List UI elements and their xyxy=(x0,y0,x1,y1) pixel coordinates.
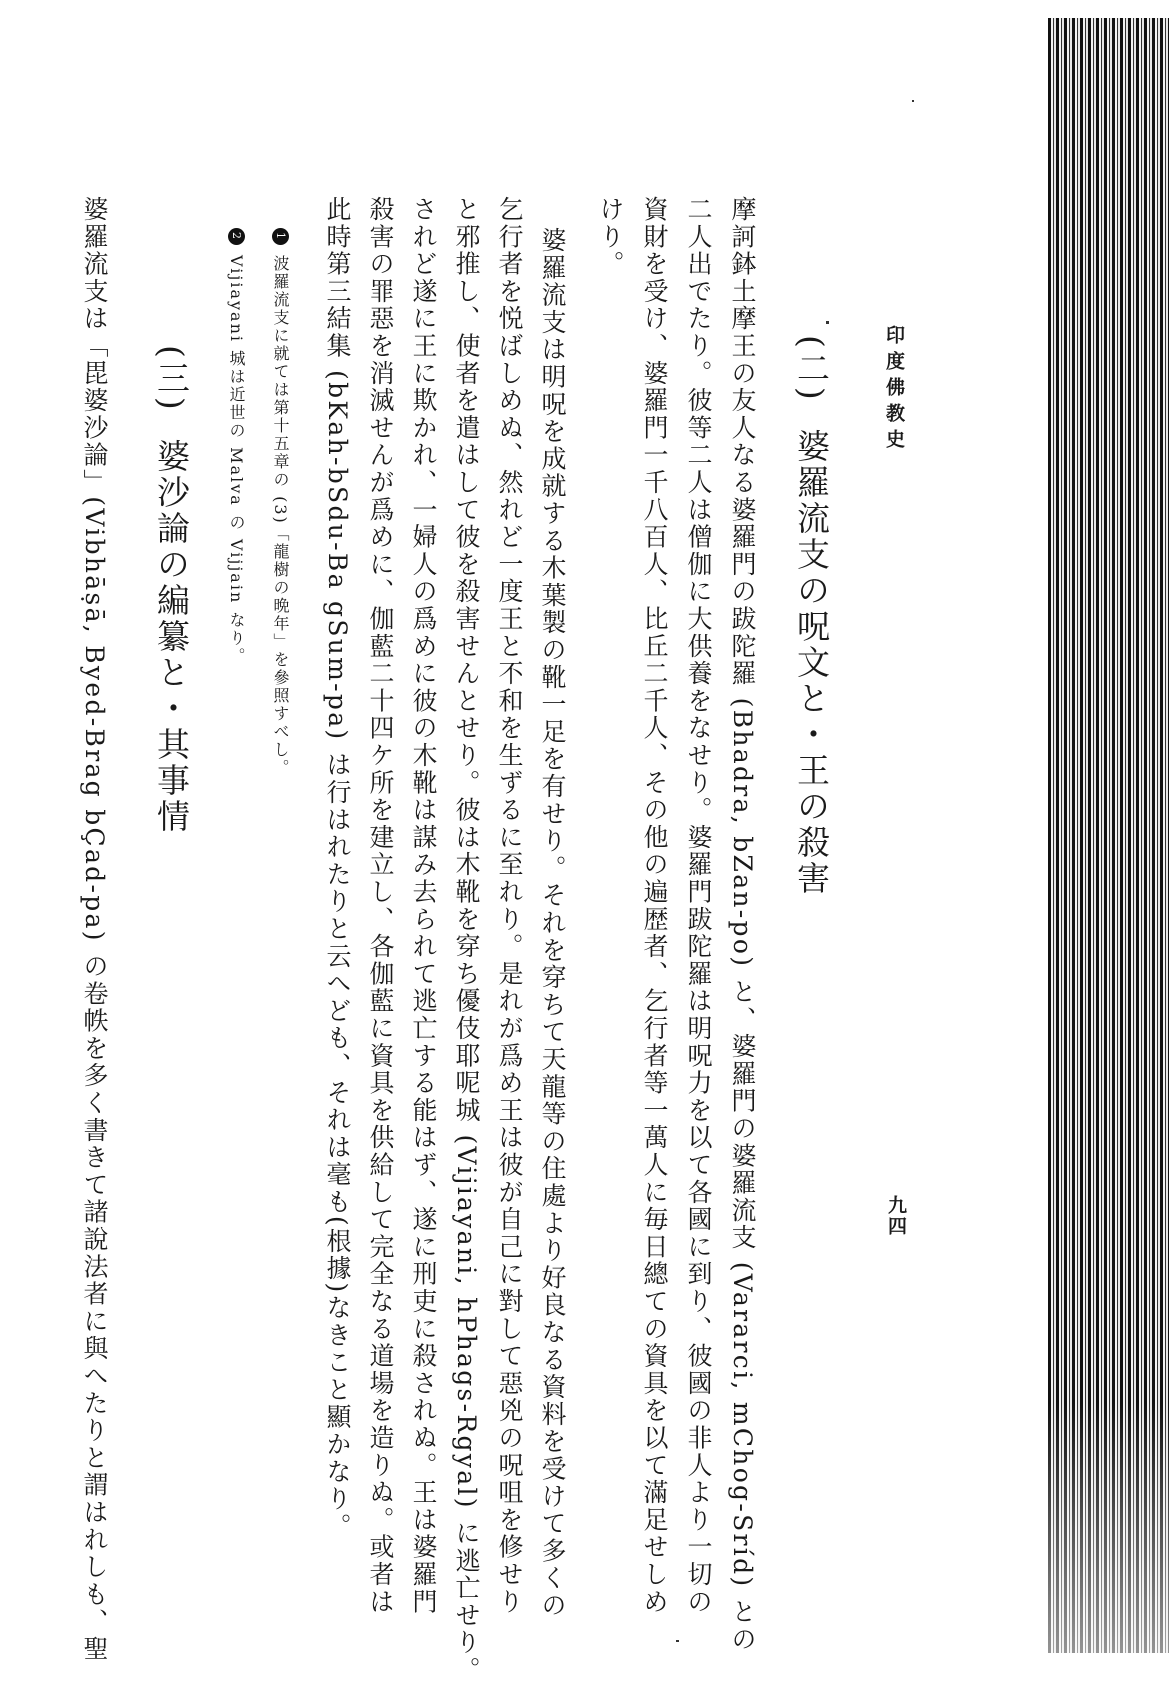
running-head: 印度佛教史 xyxy=(883,325,905,455)
footnote xyxy=(228,228,245,665)
footnote-text: 波羅流支に就ては第十五章の (3)「龍樹の晩年」を參照すべし。 xyxy=(271,255,290,777)
body-line: と邪推し、使者を遣はして彼を殺害せんとせり。彼は木靴を穿ち優伎耶呢城 (Vijiayani, hPhags-Rgyal) に逃亡せり。 xyxy=(452,196,481,1684)
book-page-edge xyxy=(1048,18,1169,1653)
body-line: けり。 xyxy=(596,196,625,278)
page-number: 九四 xyxy=(885,1195,907,1237)
body-line: 摩訶鉢土摩王の友人なる婆羅門の跋陀羅 (Bhadra, bZan-po) と、婆羅門の婆羅流支 (Vararci, mChog-Sríd) との xyxy=(728,196,757,1654)
section-heading-3 xyxy=(152,345,191,835)
body-line: 此時第三結集 (bKah-bSdu-Ba gSum-pa) は行はれたりと云へども、それは毫も(根據)なきこと顯かなり。 xyxy=(323,196,352,1541)
speck xyxy=(676,1640,679,1642)
footnote-mark: 1 xyxy=(272,228,289,245)
body-line: 乞行者を悦ばしめぬ、然れど一度王と不和を生ずるに至れり。是れが爲め王は彼が自己に對して惡兇の呪咀を修せり xyxy=(495,196,524,1616)
body-line: されど遂に王に欺かれ、一婦人の爲めに彼の木靴は謀み去られて逃亡する能はず、遂に刑吏に殺されぬ。王は婆羅門 xyxy=(409,196,438,1616)
speck xyxy=(826,321,829,324)
body-line: 婆羅流支は明呪を成就する木葉製の靴一足を有せり。それを穿ちて天龍等の住處より好良なる資料を受けて多くの xyxy=(538,227,567,1620)
body-line: 殺害の罪惡を消滅せんが爲めに、伽藍二十四ケ所を建立し、各伽藍に資具を供給して完全なる道場を造りぬ。或者は xyxy=(366,196,395,1616)
footnote-text: Vijiayani 城は近世の Malva の Vijjain なり。 xyxy=(227,255,246,666)
speck xyxy=(912,100,914,102)
section-heading-2 xyxy=(792,335,831,897)
body-line: 資財を受け、婆羅門一千八百人、比丘二千人、その他の遍歴者、乞行者等一萬人に毎日總ての資具を以て滿足せしめ xyxy=(640,196,669,1616)
section-number: (二) xyxy=(792,335,831,403)
body-line: 婆羅流支は「毘婆沙論」(Vibhāṣā, Byed-Brag bÇad-pa) の卷帙を多く書きて諸說法者に與へたりと謂はれしも、聖 xyxy=(80,196,109,1663)
body-line: 二人出でたり。彼等二人は僧伽に大供養をなせり。婆羅門跋陀羅は明呪力を以て各國に到り、彼國の非人より一切の xyxy=(684,196,713,1616)
section-title: 婆羅流支の呪文と・王の殺害 xyxy=(792,428,831,897)
section-title: 婆沙論の編纂と・其事情 xyxy=(152,438,191,835)
section-number: (三) xyxy=(152,345,191,413)
footnote-mark: 2 xyxy=(228,228,245,245)
footnote xyxy=(272,228,289,777)
